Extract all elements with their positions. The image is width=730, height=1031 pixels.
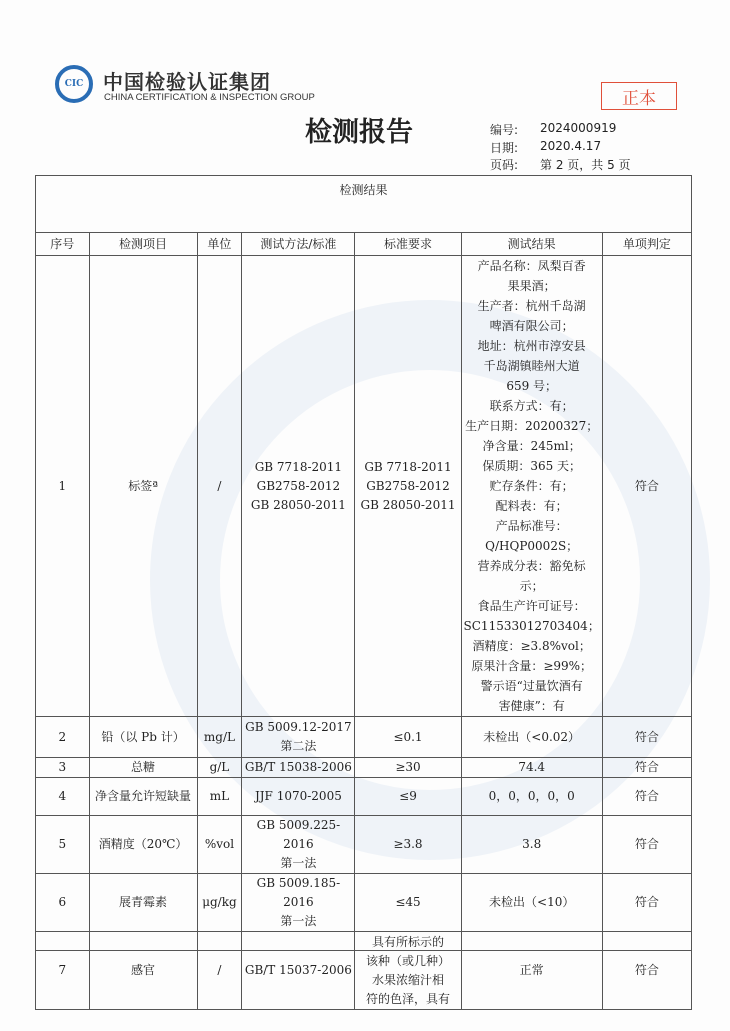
judgement: 符合	[602, 778, 691, 816]
test-result-line: 净含量：245ml；	[482, 439, 581, 453]
test-result-line: 酒精度：≥3.8%vol；	[472, 639, 591, 653]
requirement-line: GB 28050-2011	[360, 497, 456, 512]
results-table	[35, 175, 692, 1010]
test-result-line: 警示语“过量饮酒有	[480, 679, 583, 693]
requirement	[355, 256, 461, 717]
col-header: 单项判定	[602, 233, 691, 256]
requirement	[355, 778, 461, 816]
meta-label: 页码:	[490, 158, 519, 172]
row-number: 2	[36, 717, 90, 758]
col-header: 测试方法/标准	[242, 233, 355, 256]
test-method-line: GB 28050-2011	[250, 497, 346, 512]
test-result-line: 示；	[519, 579, 544, 593]
test-method	[242, 932, 355, 1010]
row-number: 4	[36, 778, 90, 816]
table-row	[36, 758, 692, 778]
requirement-line: 具有所标示的	[371, 934, 444, 949]
header-row	[36, 233, 692, 256]
table-row	[36, 778, 692, 816]
row-number: 1	[36, 256, 90, 717]
requirement-line: 水果浓缩汁相	[371, 972, 444, 987]
test-method-line: GB/T 15038-2006	[244, 760, 352, 774]
meta-label: 日期:	[490, 141, 519, 155]
judgement: 符合	[602, 874, 691, 932]
original-stamp: 正本	[601, 82, 677, 110]
requirement-line: ≥3.8	[393, 837, 423, 851]
table-row	[36, 256, 692, 717]
requirement-line: GB 7718-2011	[364, 459, 452, 474]
test-result-line: 生产者：杭州千岛湖	[477, 299, 586, 313]
test-result-line: 原果汁含量：≥99%；	[471, 659, 593, 673]
test-method	[242, 256, 355, 717]
test-result-line: 3.8	[522, 837, 542, 851]
test-item: 感官	[89, 932, 197, 1010]
judgement: 符合	[602, 717, 691, 758]
test-result-line: 贮存条件：有；	[489, 479, 574, 493]
unit: /	[197, 932, 242, 1010]
test-result	[461, 932, 602, 1010]
test-result-line: 营养成分表：豁免标	[477, 559, 586, 573]
unit: g/L	[197, 758, 242, 778]
test-result-line: 果果酒；	[507, 279, 556, 293]
test-result-line: 产品标准号：	[495, 519, 568, 533]
requirement	[355, 758, 461, 778]
test-result-line: 食品生产许可证号：	[477, 599, 586, 613]
col-header: 检测项目	[89, 233, 197, 256]
col-header: 标准要求	[355, 233, 461, 256]
unit: mg/L	[197, 717, 242, 758]
meta-label: 编号:	[490, 123, 519, 137]
table-row	[36, 874, 692, 932]
org-name-cn: 中国检验认证集团	[103, 70, 271, 94]
judgement: 符合	[602, 932, 691, 1010]
test-method	[242, 816, 355, 874]
test-result-line: 千岛湖镇睦州大道	[483, 359, 580, 373]
report-date: 2020.4.17	[540, 139, 602, 153]
test-result-line: 害健康”：有	[498, 699, 565, 713]
spacer-row	[36, 206, 692, 233]
table-row	[36, 717, 692, 758]
requirement-line: ≤0.1	[393, 729, 423, 744]
test-item: 总糖	[89, 758, 197, 778]
test-item: 标签ª	[89, 256, 197, 717]
unit: μg/kg	[197, 874, 242, 932]
test-result-line: 产品名称：凤梨百香	[477, 259, 586, 273]
test-method	[242, 778, 355, 816]
cic-logo-icon: CIC	[55, 65, 93, 103]
requirement	[355, 932, 461, 1010]
col-header: 序号	[36, 233, 90, 256]
test-method-line: GB2758-2012	[256, 478, 341, 493]
unit: /	[197, 256, 242, 717]
judgement: 符合	[602, 256, 691, 717]
test-method-line: 第二法	[280, 739, 317, 753]
test-method-line: GB 5009.225-2016	[256, 818, 341, 851]
page-number: 第 2 页，共 5 页	[540, 158, 631, 172]
test-result-line: 联系方式：有；	[489, 399, 574, 413]
unit: %vol	[197, 816, 242, 874]
test-item: 酒精度（20℃）	[89, 816, 197, 874]
requirement-line: 该种（或几种）	[365, 953, 450, 968]
test-method	[242, 758, 355, 778]
test-result-line: 配料表：有；	[495, 499, 568, 513]
test-result-line: 0，0，0，0，0	[488, 789, 575, 803]
test-result-line: 未检出（<10）	[489, 895, 575, 909]
report-title: 检测报告	[305, 117, 413, 148]
test-result-line: Q/HQP0002S；	[485, 539, 579, 553]
test-method	[242, 874, 355, 932]
row-number: 5	[36, 816, 90, 874]
test-result-line: 地址：杭州市淳安县	[477, 339, 586, 353]
col-header: 测试结果	[461, 233, 602, 256]
test-method-line: GB/T 15037-2006	[244, 963, 352, 977]
test-item: 铅（以 Pb 计）	[89, 717, 197, 758]
row-number: 7	[36, 932, 90, 1010]
requirement	[355, 816, 461, 874]
test-result-line: 正常	[519, 963, 544, 977]
test-result-line: 未检出（<0.02）	[483, 729, 581, 744]
requirement-line: ≥30	[395, 760, 421, 774]
test-result	[461, 816, 602, 874]
test-method-line: GB 5009.12-2017	[245, 720, 352, 734]
unit: mL	[197, 778, 242, 816]
col-header: 单位	[197, 233, 242, 256]
requirement-line: ≤45	[395, 895, 421, 909]
table-row	[36, 816, 692, 874]
requirement-line: GB2758-2012	[366, 478, 450, 493]
table-row	[36, 932, 692, 1010]
test-item: 展青霉素	[89, 874, 197, 932]
requirement	[355, 717, 461, 758]
test-method-line: JJF 1070-2005	[254, 789, 342, 803]
requirement-line: 符的色泽，具有	[365, 991, 450, 1006]
test-result-line: 74.4	[518, 760, 546, 774]
row-number: 6	[36, 874, 90, 932]
test-method-line: GB 7718-2011	[254, 459, 343, 474]
requirement-line: ≤9	[399, 789, 417, 803]
test-method-line: GB 5009.185-2016	[256, 876, 341, 909]
test-result	[461, 717, 602, 758]
test-result-line: 659 号；	[506, 379, 558, 393]
test-result	[461, 758, 602, 778]
test-method-line: 第一法	[280, 856, 317, 870]
row-number: 3	[36, 758, 90, 778]
test-result-line: 生产日期：20200327；	[465, 419, 599, 433]
requirement	[355, 874, 461, 932]
report-number: 2024000919	[540, 121, 617, 135]
test-result-line: 保质期：365 天；	[482, 459, 582, 473]
test-result	[461, 778, 602, 816]
judgement: 符合	[602, 758, 691, 778]
test-item: 净含量允许短缺量	[89, 778, 197, 816]
test-result	[461, 256, 602, 717]
org-name-en: CHINA CERTIFICATION & INSPECTION GROUP	[104, 92, 315, 103]
test-method	[242, 717, 355, 758]
test-method-line: 第一法	[280, 914, 317, 928]
test-result-line: 啤酒有限公司；	[489, 319, 574, 333]
section-title: 检测结果	[36, 176, 692, 206]
test-result-line: SC11533012703404；	[463, 619, 600, 633]
test-result	[461, 874, 602, 932]
judgement: 符合	[602, 816, 691, 874]
